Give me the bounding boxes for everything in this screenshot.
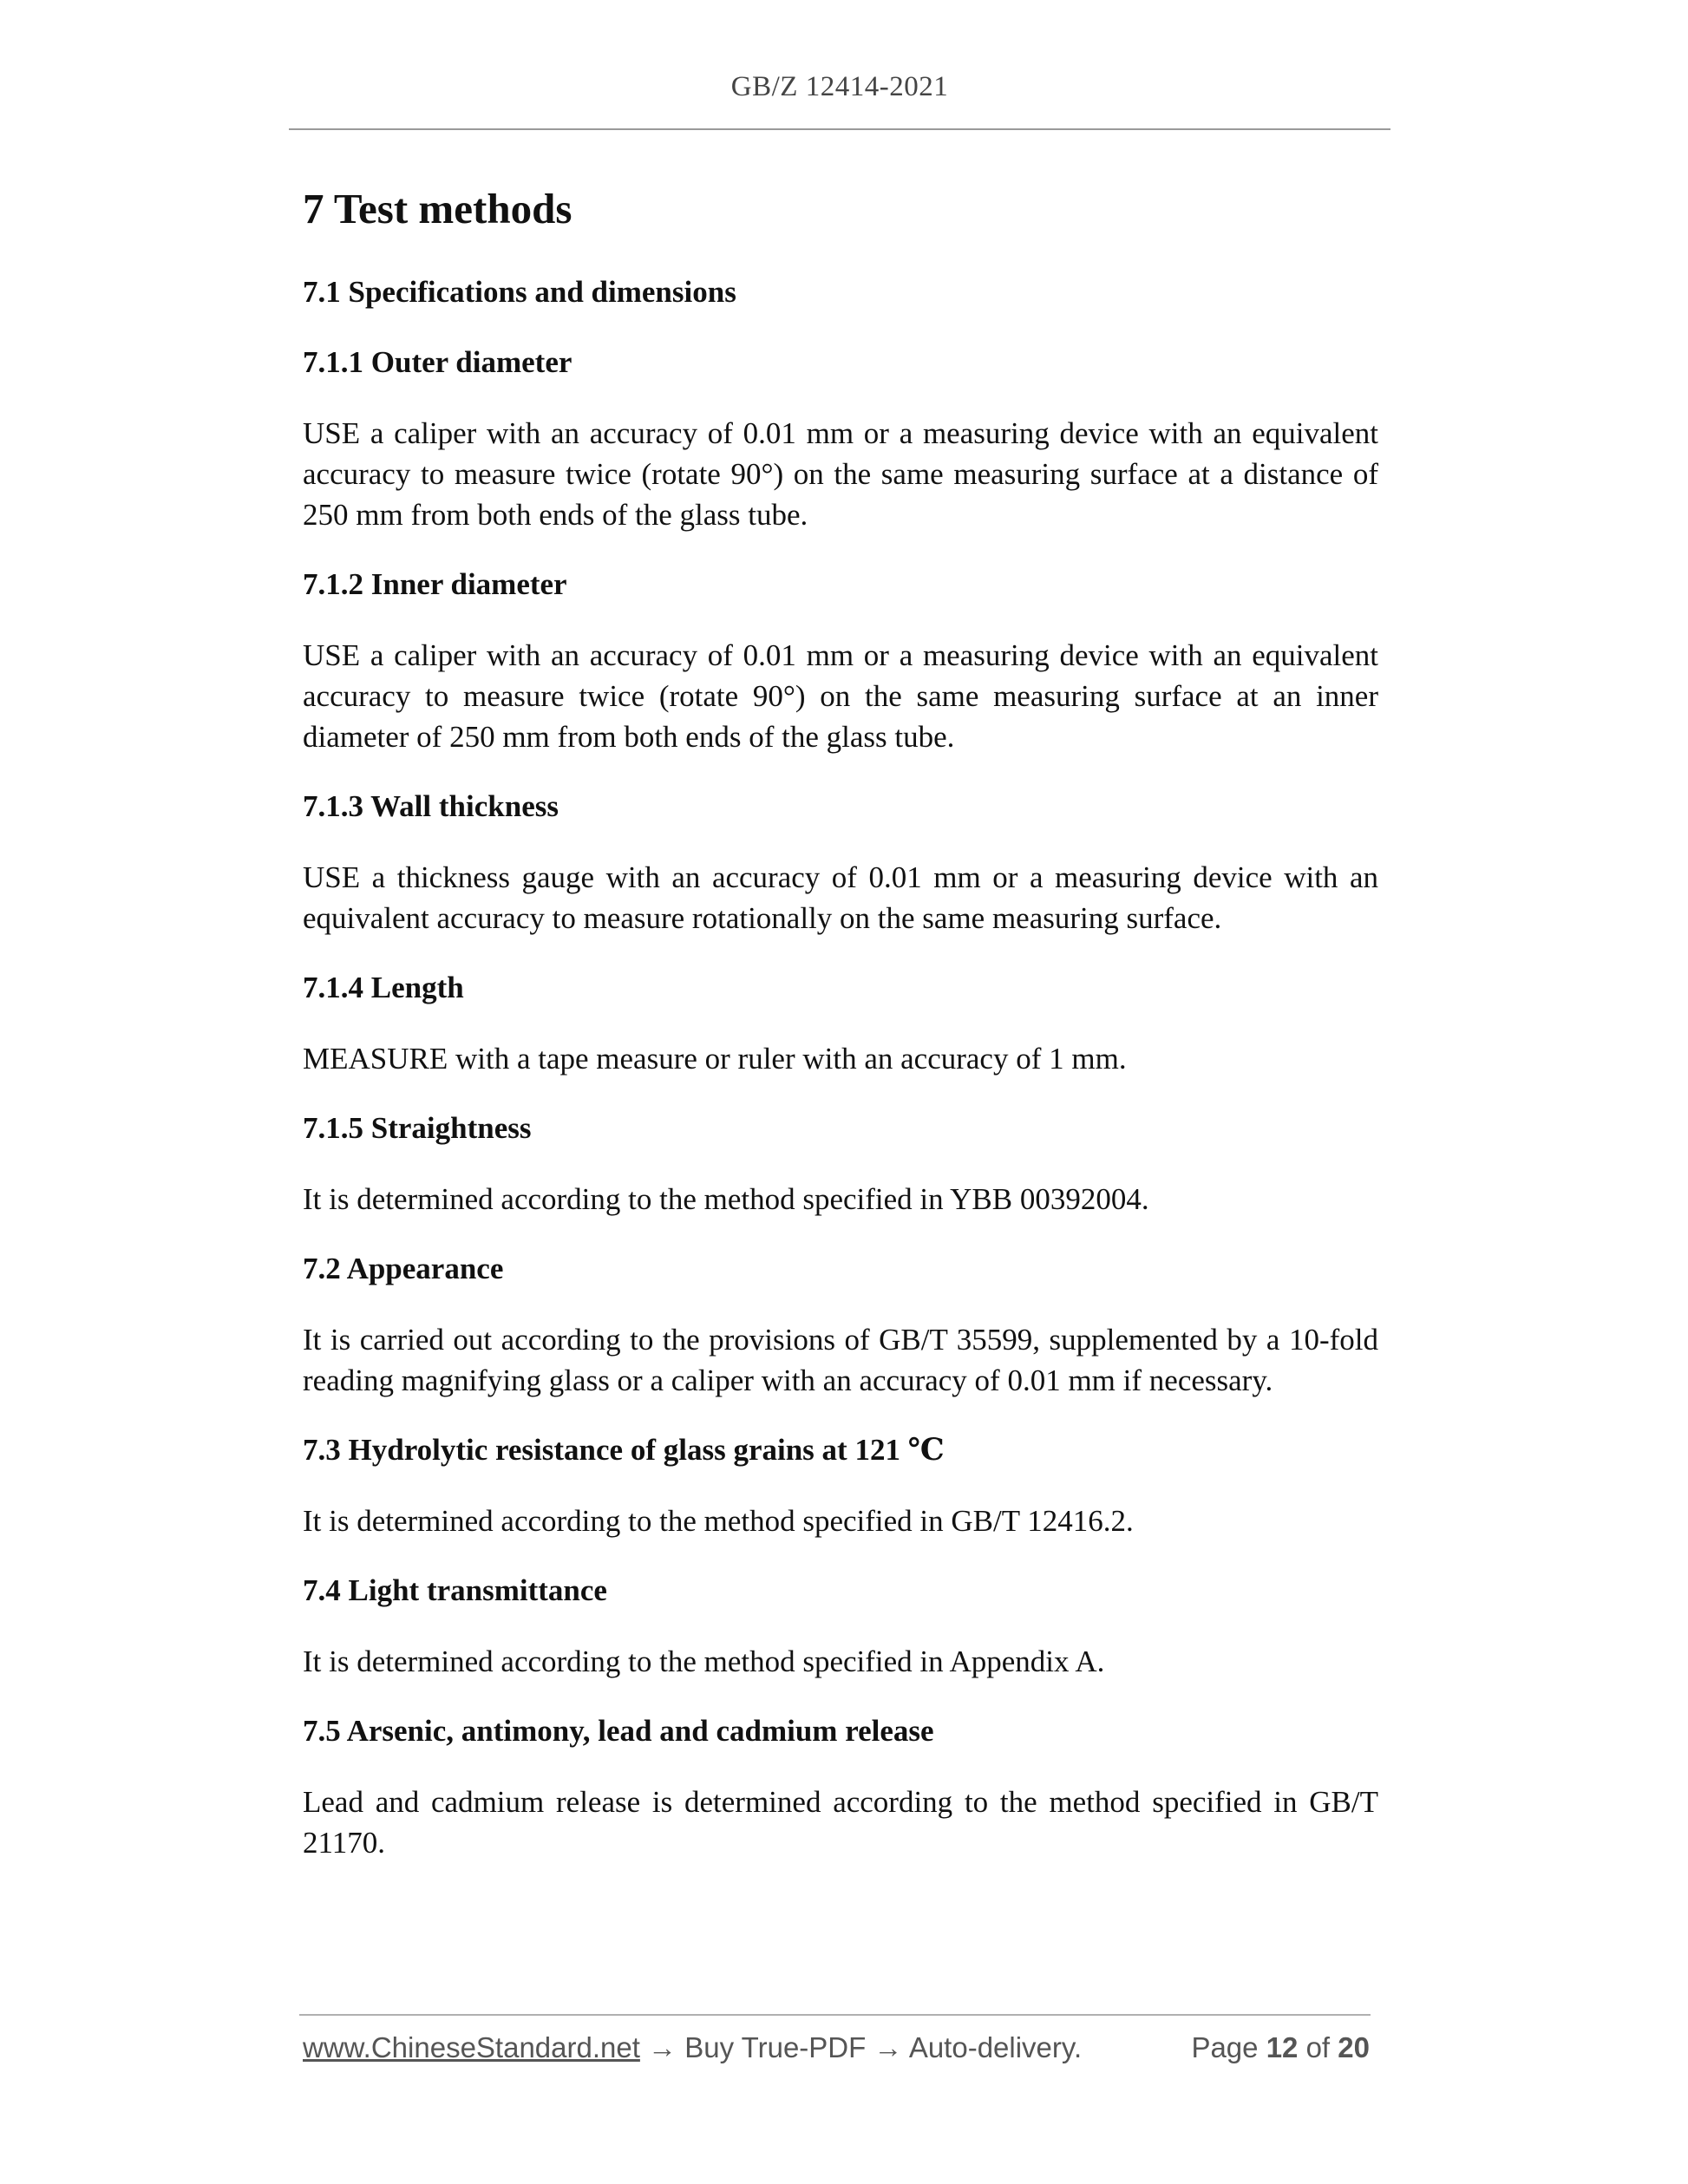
- document-id-header: GB/Z 12414-2021: [730, 71, 949, 102]
- promo-text: → Buy True-PDF → Auto-delivery.: [639, 2031, 1083, 2063]
- page-of-label: of: [1305, 2031, 1331, 2063]
- site-link[interactable]: www.ChineseStandard.net: [303, 2031, 640, 2063]
- subsection-heading: 7.2 Appearance: [303, 1252, 504, 1285]
- body-paragraph: Lead and cadmium release is determined according to the method specified in GB/T 21170.: [303, 1785, 1378, 1860]
- body-paragraph: USE a thickness gauge with an accuracy of 0.01 mm or a measuring device with an equivalent accuracy to measure rotationally on the same measuring surface.: [303, 860, 1378, 935]
- subsection-heading: 7.3 Hydrolytic resistance of glass grains at 121 ℃: [303, 1433, 945, 1467]
- body-paragraph: It is determined according to the method specified in Appendix A.: [303, 1645, 1105, 1678]
- body-paragraph: It is determined according to the method specified in GB/T 12416.2.: [303, 1504, 1134, 1538]
- body-paragraph: USE a caliper with an accuracy of 0.01 mm or a measuring device with an equivalent accuracy to measure twice (rotate 90°) on the same measuring surface at a distance of 250 mm from both ends of the glass tube.: [303, 416, 1378, 532]
- subsection-heading: 7.1.1 Outer diameter: [303, 345, 572, 379]
- subsection-heading: 7.1.4 Length: [303, 971, 464, 1004]
- subsection-heading: 7.1.2 Inner diameter: [303, 567, 567, 601]
- header-divider: [289, 128, 1390, 130]
- page-current: 12: [1266, 2031, 1299, 2063]
- subsection-heading: 7.5 Arsenic, antimony, lead and cadmium release: [303, 1714, 934, 1748]
- page-indicator: [1191, 2031, 1370, 2064]
- footer-divider: [299, 2014, 1371, 2016]
- page-content: [303, 173, 1378, 1893]
- page-total: 20: [1338, 2031, 1370, 2063]
- subsection-heading: 7.1.5 Straightness: [303, 1111, 532, 1145]
- page-label: Page: [1191, 2031, 1259, 2063]
- subsection-heading: 7.1 Specifications and dimensions: [303, 275, 736, 309]
- body-paragraph: MEASURE with a tape measure or ruler with an accuracy of 1 mm.: [303, 1042, 1127, 1076]
- section-title: 7 Test methods: [303, 185, 572, 232]
- subsection-heading: 7.1.3 Wall thickness: [303, 789, 559, 823]
- subsection-heading: 7.4 Light transmittance: [303, 1573, 607, 1607]
- body-paragraph: USE a caliper with an accuracy of 0.01 mm or a measuring device with an equivalent accuracy to measure twice (rotate 90°) on the same measuring surface at an inner diameter of 250 mm from both ends of the glass tube.: [303, 638, 1378, 754]
- page-footer: [303, 2031, 1370, 2064]
- body-paragraph: It is carried out according to the provisions of GB/T 35599, supplemented by a 10-fold reading magnifying glass or a caliper with an accuracy of 0.01 mm if necessary.: [303, 1323, 1378, 1397]
- body-paragraph: It is determined according to the method specified in YBB 00392004.: [303, 1182, 1149, 1216]
